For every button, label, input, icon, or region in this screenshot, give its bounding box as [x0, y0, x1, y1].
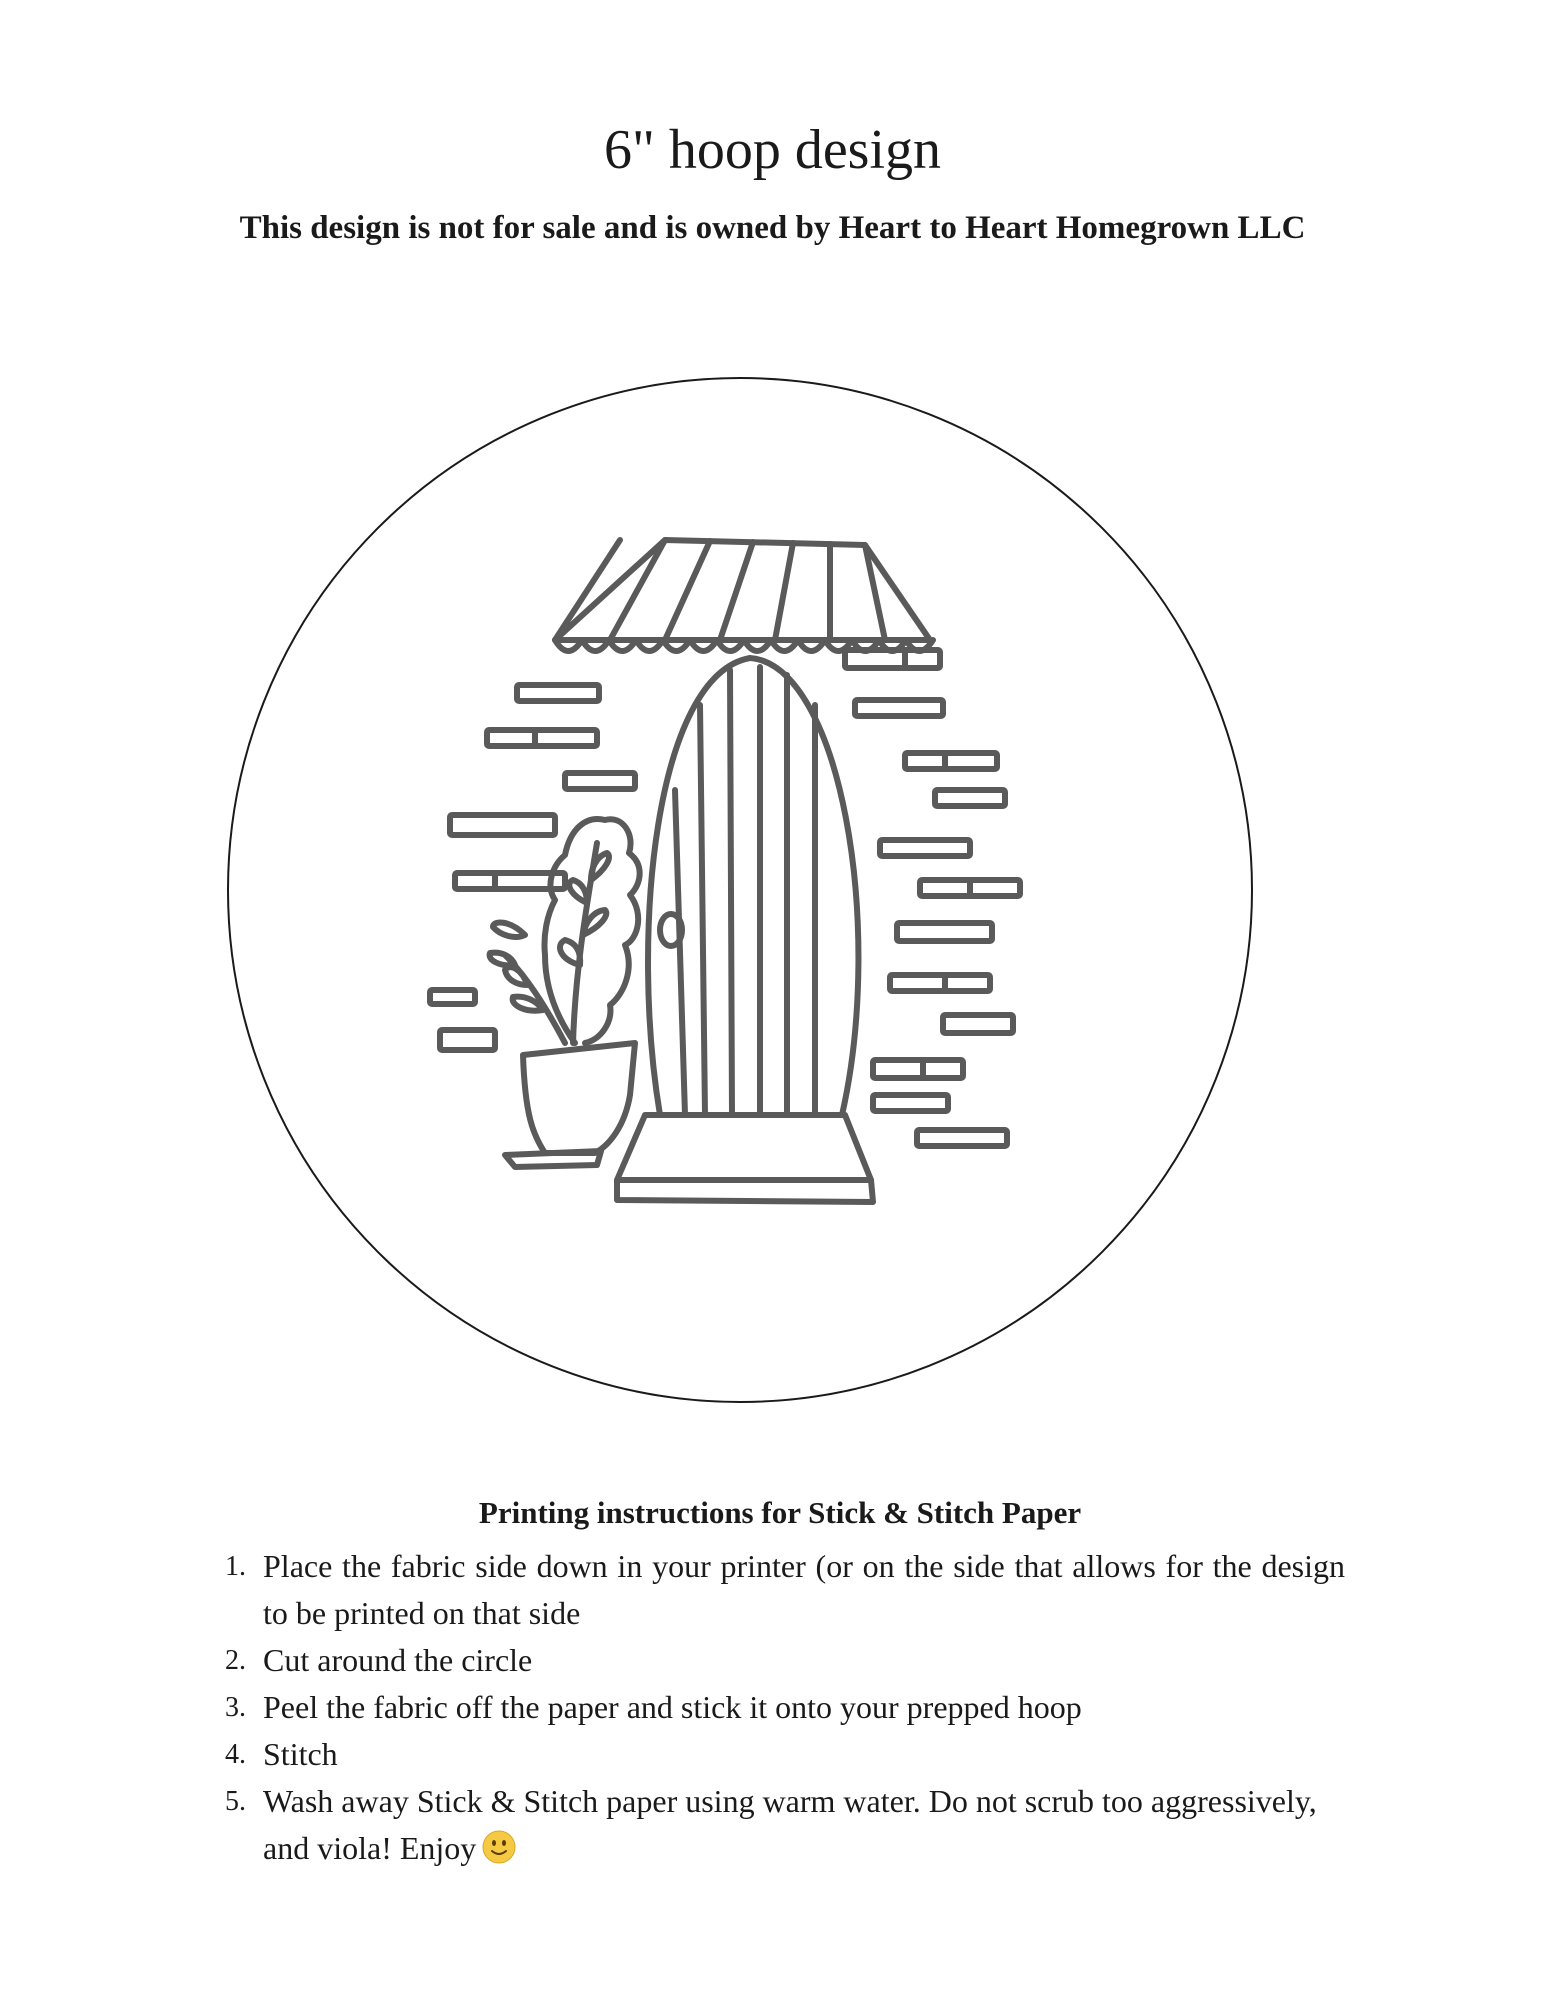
- printing-instructions: [225, 1495, 1345, 1872]
- step-text: Place the fabric side down in your printer (or on the side that allows for the design to be printed on that side: [263, 1548, 1345, 1631]
- step-text: Peel the fabric off the paper and stick it onto your prepped hoop: [263, 1689, 1082, 1725]
- smiley-face-icon: [482, 1830, 516, 1864]
- hoop-illustration: [225, 375, 1255, 1405]
- list-item: [225, 1778, 1345, 1872]
- step-number: 4.: [225, 1739, 246, 1770]
- step-text: Wash away Stick & Stitch paper using warm water. Do not scrub too aggressively, and viola! Enjoy: [263, 1783, 1317, 1866]
- step-text-wrapper: [263, 1778, 1345, 1872]
- step-number: 1.: [225, 1551, 246, 1582]
- step-number: 5.: [225, 1786, 246, 1817]
- step-number: 2.: [225, 1645, 246, 1676]
- hoop-circle: [228, 378, 1252, 1402]
- step-number: 3.: [225, 1692, 246, 1723]
- door-with-awning-and-potted-plant-icon: [430, 540, 1020, 1202]
- instructions-list: [225, 1543, 1345, 1872]
- list-item: [225, 1731, 1345, 1778]
- page-title: 6" hoop design: [603, 119, 942, 181]
- list-item: [225, 1543, 1345, 1637]
- step-text: Stitch: [263, 1736, 338, 1772]
- instructions-heading: Printing instructions for Stick & Stitch Paper: [478, 1495, 1082, 1530]
- list-item: [225, 1684, 1345, 1731]
- step-text: Cut around the circle: [263, 1642, 533, 1678]
- list-item: [225, 1637, 1345, 1684]
- ownership-notice: This design is not for sale and is owned by Heart to Heart Homegrown LLC: [239, 210, 1306, 246]
